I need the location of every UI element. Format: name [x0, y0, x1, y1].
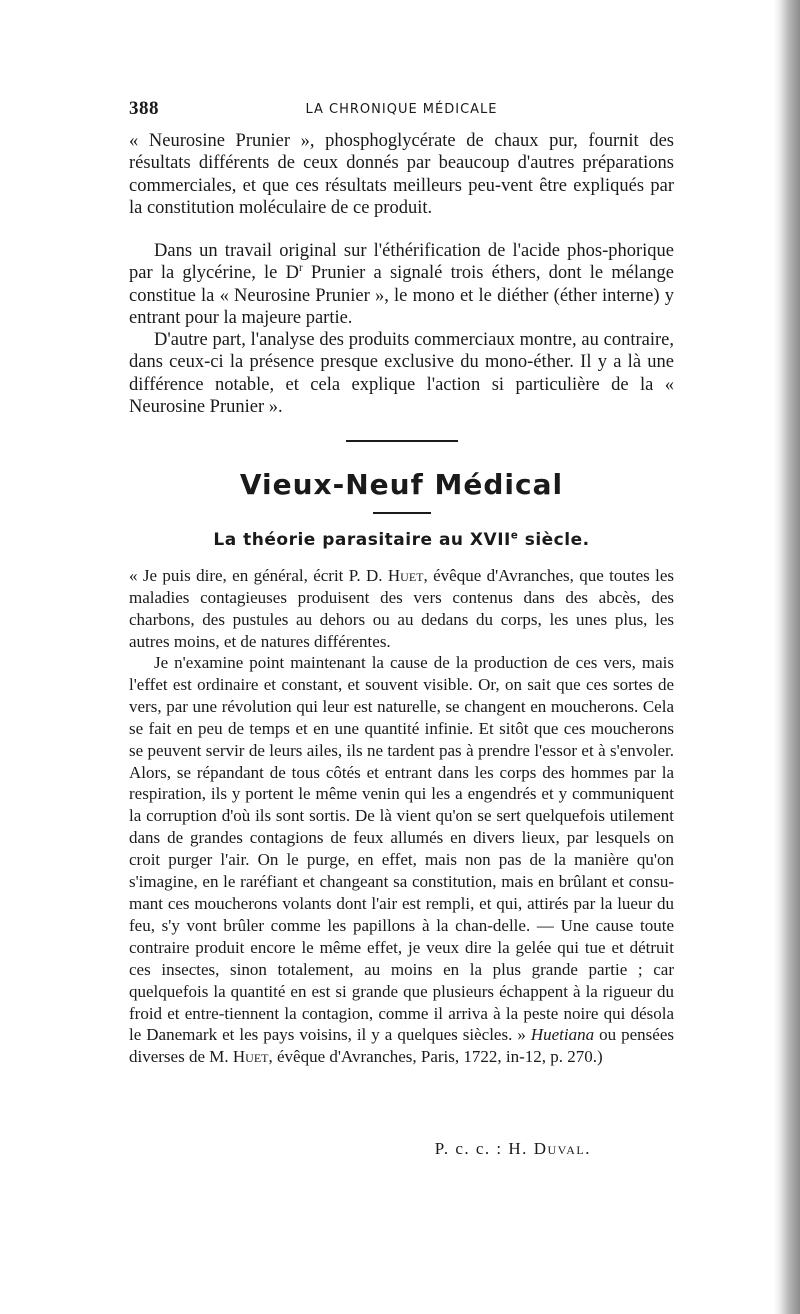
century-superscript: e — [510, 530, 519, 542]
article2-p2-text-after: , évêque d'Avranches, Paris, 1722, in-12, p. 270.) — [268, 1047, 603, 1067]
article1-p2-text-before: Dans un travail original sur l'éthérification de l'acide phos-phorique par la glycérine, le D — [129, 241, 674, 284]
signature — [129, 1139, 591, 1159]
article2-paragraph-1 — [129, 565, 674, 653]
doctor-abbrev-superscript: r — [298, 262, 303, 275]
author-name: Huet — [387, 566, 424, 585]
source-title: Huetiana — [530, 1025, 595, 1045]
page-header — [129, 98, 674, 128]
subheading-text-before: La théorie parasitaire au XVII — [213, 530, 511, 550]
signature-prefix: P. c. c. : H. — [434, 1139, 534, 1158]
article2-p2-text-mid: ou pensées diverses de M. — [129, 1025, 674, 1067]
section-heading: Vieux-Neuf Médical — [239, 468, 564, 501]
signature-suffix: . — [585, 1139, 591, 1158]
article2-p2-text-before: Je n'examine point maintenant la cause de la production de ces vers, mais l'effet est ordinaire et constant, et souvent visible. Or, on sait que ces sortes de vers, par une révolution qui leur est naturelle, se changent en moucherons. Cela se fait en peu de temps et en une quantité infinie. Et sitôt que ces moucherons se peuvent servir de leurs ailes, ils ne tardent pas à prendre l'essor et à s'envoler. Alors, se répandant de tous côtés et entrant dans les corps des hommes par la respiration, ils y portent le même venin qui les a engendrés et y communiquent la corruption d'où ils sont sortis. De là vient qu'on se sert quelquefois utilement dans de grandes contagions de feux allumés en divers lieux, par lesquels on croit purger l'air. On le purge, en effet, mais non pas de la manière qu'on s'imagine, en le raréfiant et changeant sa constitution, mais en brûlant et consu-mant ces moucherons volants dont l'air est rempli, et qui, attirés par la lueur du feu, s'y vont brûler comme les papillons à la chan-delle. — Une cause toute contraire produit encore le même effet, je veux dire la gelée qui tue et détruit ces insectes, sinon totalement, au moins en la plus grande partie ; car quelquefois la quantité en est si grande que plusieurs échappent à la rigueur du froid et entre-tiennent la contagion, comme il arriva à la peste noire qui désola le Danemark et les pays voisins, il y a quelques siècles. » — [129, 653, 674, 1045]
divider-rule-under-heading — [373, 512, 431, 514]
article1-p2-text-after: Prunier a signalé trois éthers, dont le mélange constitue la « Neurosine Prunier », le mono et le diéther (éther interne) y entrant pour la majeure partie. — [129, 263, 674, 329]
divider-rule-top — [346, 440, 458, 442]
article-subheading — [129, 530, 674, 550]
signature-name: Duval — [533, 1139, 586, 1158]
running-title: LA CHRONIQUE MÉDICALE — [305, 102, 498, 117]
article2-p1-text-before: « Je puis dire, en général, écrit P. D. — [129, 566, 388, 585]
article1-paragraph-3: D'autre part, l'analyse des produits commerciaux montre, au contraire, dans ceux-ci la présence presque exclusive du mono-éther. Il y a là une différence notable, et cela explique l'action si particulière de la « Neurosine Prunier ». — [129, 330, 674, 418]
article1-paragraph-2 — [129, 240, 674, 330]
article1-paragraph-1: « Neurosine Prunier », phosphoglycérate de chaux pur, fournit des résultats différents de ceux donnés par beaucoup d'autres préparations commerciales, et que ces résultats meilleurs peu-vent être expliqués par la constitution moléculaire de ce produit. — [129, 131, 674, 219]
article2-paragraph-2 — [129, 652, 674, 1068]
subheading-text-after: siècle. — [518, 530, 590, 550]
source-author-name: Huet — [232, 1047, 269, 1067]
page-edge-shadow — [774, 0, 800, 1314]
article2-p1-text-after: , évêque d'Avranches, que toutes les maladies contagieuses produisent des vers contenus dans des abcès, des charbons, des pustules au dehors ou au dedans du corps, les unes plus, les autres moins, et de natures différentes. — [129, 566, 674, 651]
page-number: 388 — [129, 98, 159, 119]
